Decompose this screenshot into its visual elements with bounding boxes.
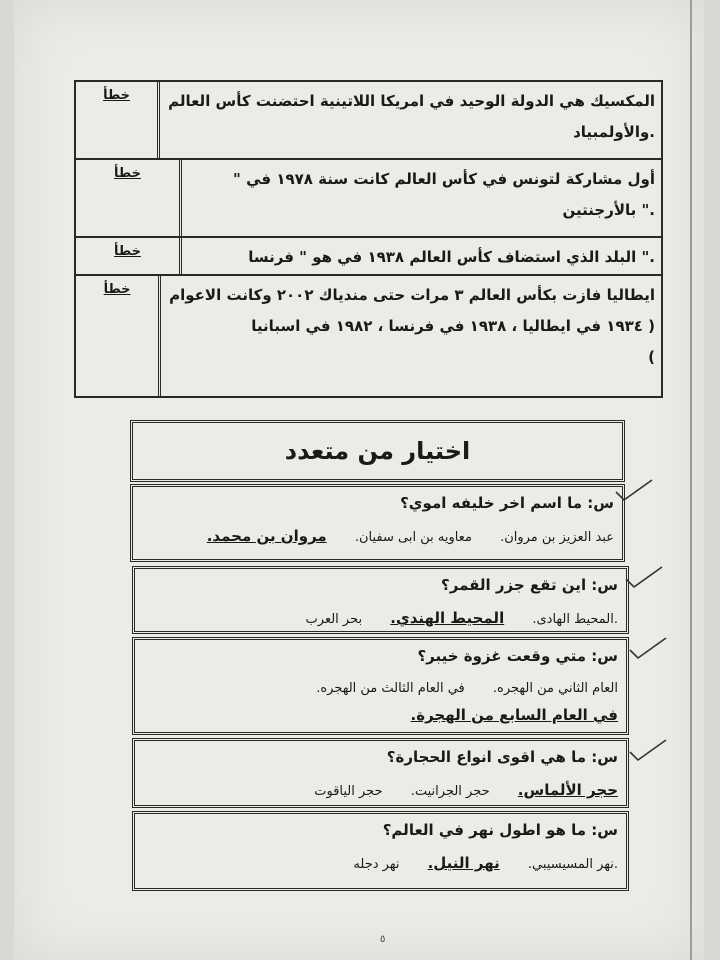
table-row bbox=[76, 238, 661, 276]
section-title-box bbox=[130, 420, 625, 482]
check-mark-icon bbox=[614, 478, 654, 502]
statement-line: .والأولمبياد bbox=[573, 123, 655, 141]
question-box bbox=[132, 637, 629, 735]
answer-cell: خطأ bbox=[76, 238, 182, 274]
statement-cell bbox=[161, 276, 661, 396]
question-text: س: ما اسم اخر خليفه اموي؟ bbox=[400, 494, 614, 512]
section-title: اختيار من متعدد bbox=[284, 437, 471, 465]
check-mark-icon bbox=[624, 565, 664, 589]
answer-cell: خطأ bbox=[76, 82, 160, 158]
question-box bbox=[132, 738, 629, 808]
question-text: س: ما هي اقوى انواع الحجارة؟ bbox=[386, 748, 618, 766]
question-text: س: متي وقعت غزوة خيبر؟ bbox=[417, 647, 618, 665]
option: بحر العرب bbox=[305, 612, 363, 627]
correct-option: حجر الألماس. bbox=[517, 781, 618, 799]
statement-line: ." البلد الذي استضاف كأس العالم ١٩٣٨ في هو " فرنسا bbox=[248, 248, 655, 266]
option: العام الثاني من الهجره. bbox=[492, 681, 618, 696]
question-box bbox=[132, 811, 629, 891]
option: .المحيط الهادى. bbox=[532, 612, 618, 627]
question-text: س: اين تقع جزر القمر؟ bbox=[441, 576, 618, 594]
answer-cell: خطأ bbox=[76, 276, 161, 396]
option: .نهر المسيسيبي. bbox=[527, 857, 618, 872]
correct-option: نهر النيل. bbox=[427, 854, 500, 872]
correct-option: المحيط الهندي. bbox=[390, 609, 505, 627]
statement-line: أول مشاركة لتونس في كأس العالم كانت سنة ١٩٧٨ في " bbox=[233, 170, 655, 188]
option: نهر دجله bbox=[353, 857, 400, 872]
correct-option: مروان بن محمد. bbox=[206, 527, 327, 545]
option: في العام الثالث من الهجره. bbox=[316, 681, 465, 696]
answer-cell: خطأ bbox=[76, 160, 182, 236]
question-box bbox=[132, 566, 629, 634]
table-row bbox=[76, 276, 661, 396]
check-mark-icon bbox=[628, 636, 668, 660]
true-false-table bbox=[74, 80, 663, 398]
table-row bbox=[76, 160, 661, 238]
statement-line: ( ١٩٣٤ في ايطاليا ، ١٩٣٨ في فرنسا ، ١٩٨٢ في اسبانيا bbox=[251, 317, 655, 335]
option: حجر الجرانيت. bbox=[410, 784, 490, 799]
options-row bbox=[141, 523, 614, 551]
statement-cell bbox=[160, 82, 661, 158]
option: عبد العزيز بن مروان. bbox=[500, 530, 614, 545]
options-row bbox=[143, 605, 618, 633]
statement-cell bbox=[182, 160, 661, 236]
question-box bbox=[130, 484, 625, 562]
options-row bbox=[143, 850, 618, 878]
statement-line: المكسيك هي الدولة الوحيد في امريكا اللاتينية احتضنت كأس العالم bbox=[168, 92, 655, 110]
option: حجر الياقوت bbox=[314, 784, 383, 799]
statement-cell bbox=[182, 238, 661, 274]
statement-line: ) bbox=[648, 348, 655, 366]
option: معاويه بن ابى سفيان. bbox=[354, 530, 472, 545]
options-row bbox=[143, 777, 618, 805]
correct-option: في العام السابع من الهجرة. bbox=[410, 706, 618, 724]
worksheet-page bbox=[14, 0, 704, 960]
check-mark-icon bbox=[628, 738, 668, 762]
question-text: س: ما هو اطول نهر في العالم؟ bbox=[382, 821, 618, 839]
statement-line: ايطاليا فازت بكأس العالم ٣ مرات حتى مندياك ٢٠٠٢ وكانت الاعوام bbox=[169, 286, 655, 304]
options-row bbox=[143, 676, 618, 730]
statement-line: ." بالأرجنتين bbox=[562, 201, 655, 219]
table-row bbox=[76, 82, 661, 160]
page-number: ٥ bbox=[380, 934, 386, 945]
